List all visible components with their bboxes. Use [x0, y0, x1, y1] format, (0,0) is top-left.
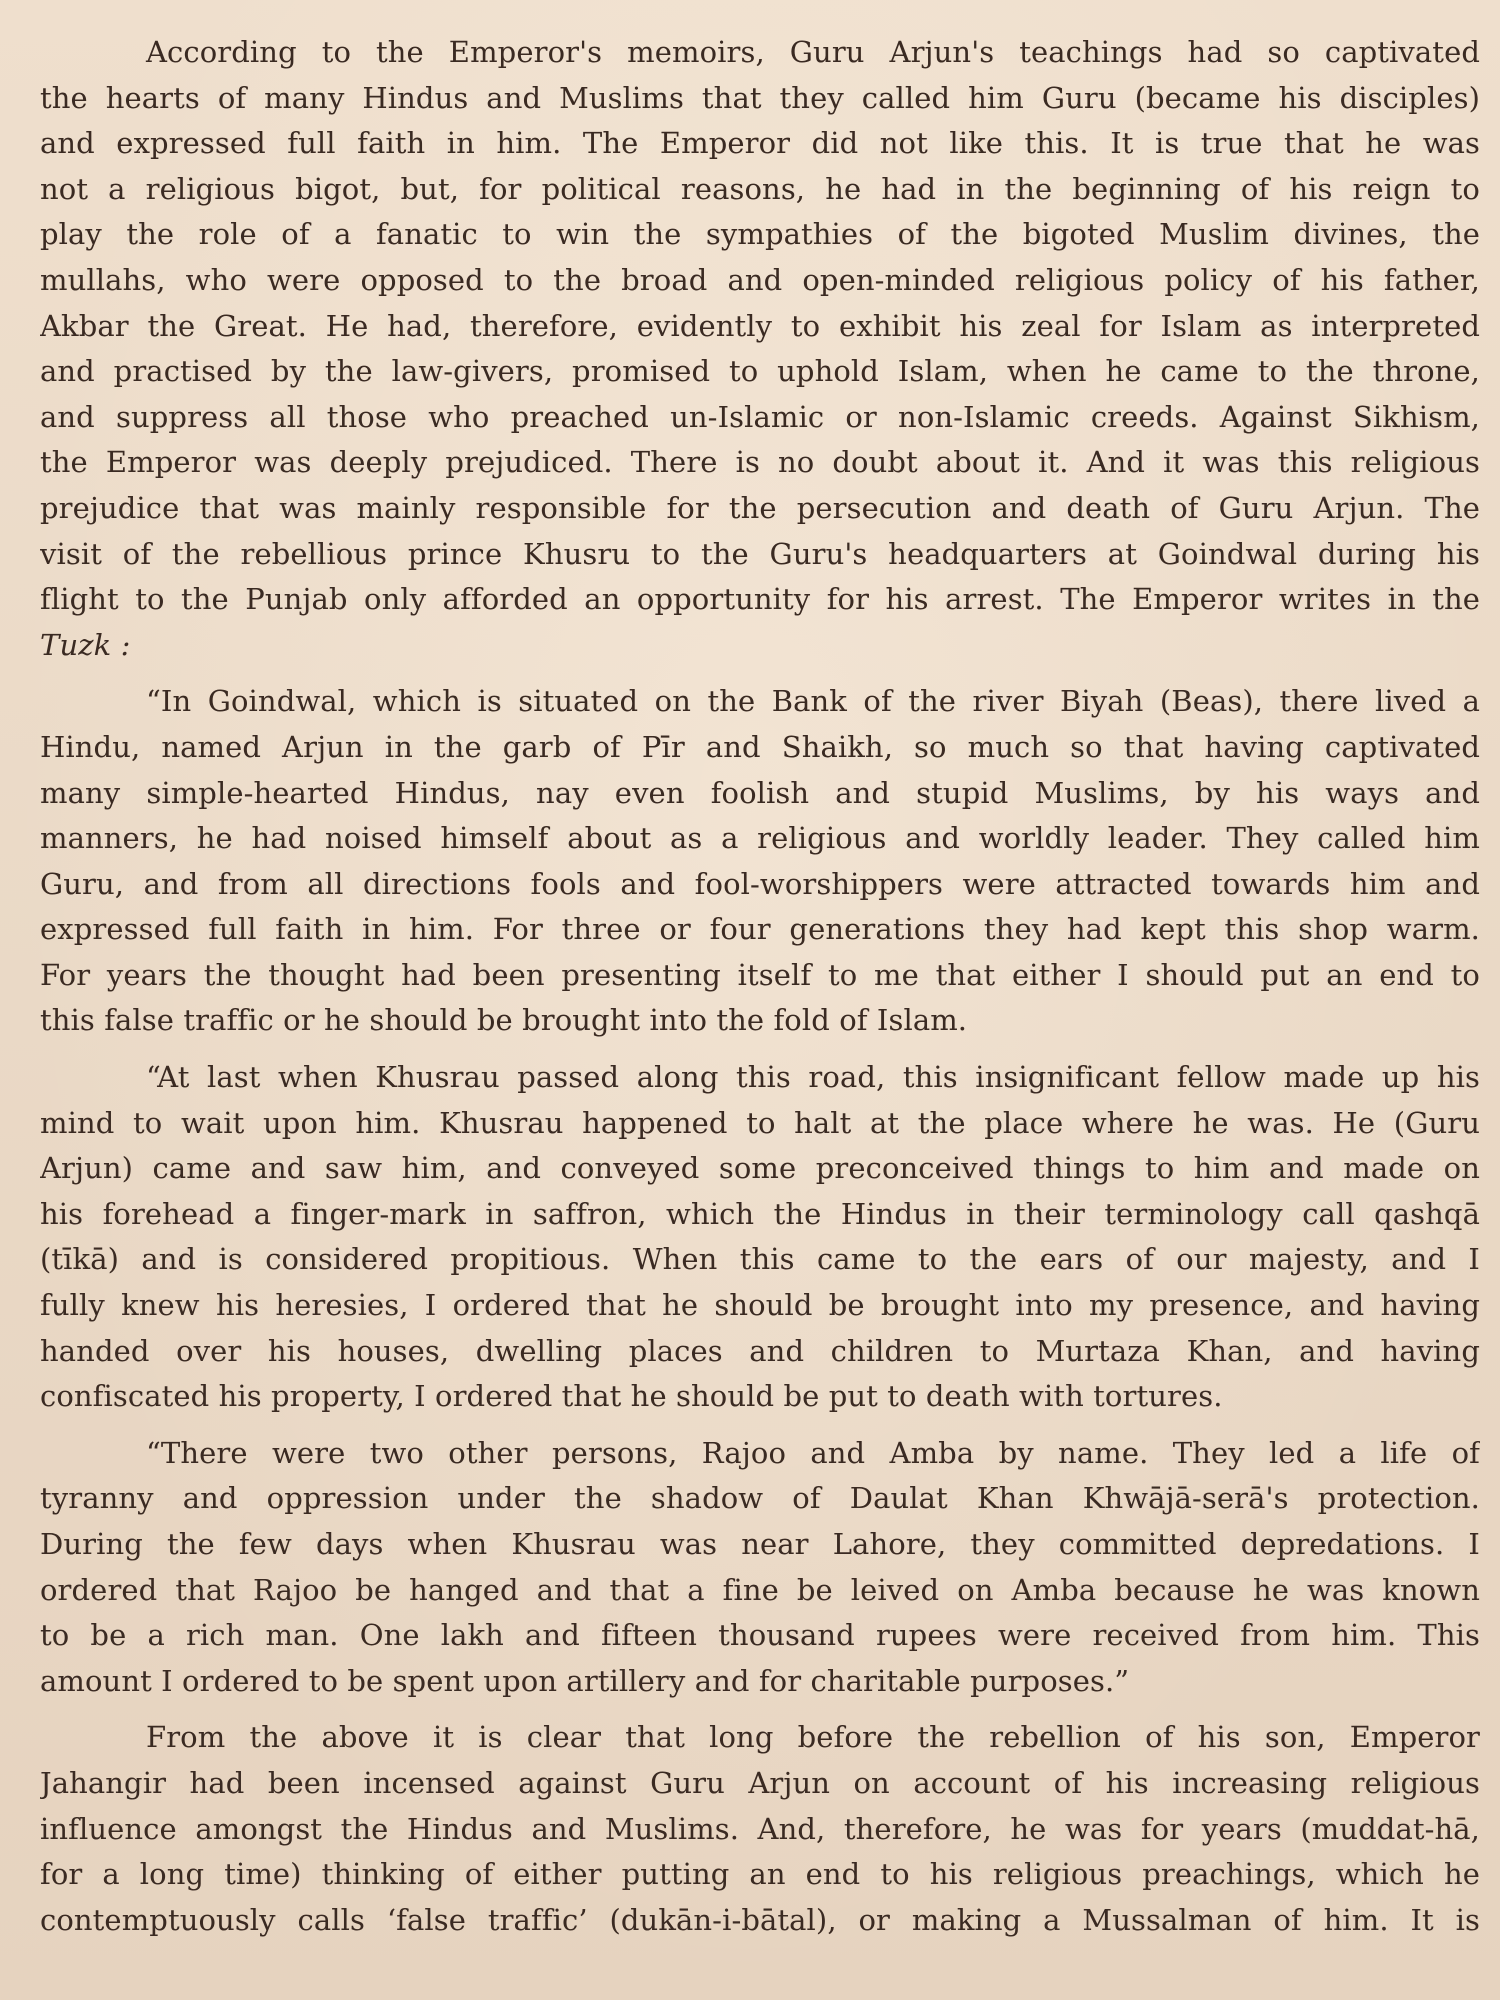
text-line: confiscated his property, I ordered that he should be put to death with tortures. — [40, 1379, 1223, 1414]
text-line: this false traffic or he should be brought into the fold of Islam. — [40, 1003, 968, 1038]
text-line: influence amongst the Hindus and Muslims. And, therefore, he was for years (muddat-hā, — [40, 1811, 1480, 1846]
text-line: Jahangir had been incensed against Guru Arjun on account of his increasing religious — [40, 1765, 1480, 1800]
paragraph-1 — [40, 30, 1480, 668]
text-line: to be a rich man. One lakh and fifteen thousand rupees were received from him. This — [40, 1618, 1480, 1653]
text-line: Hindu, named Arjun in the garb of Pīr and Shaikh, so much so that having captivated — [40, 729, 1480, 764]
text-line: the Emperor was deeply prejudiced. There is no doubt about it. And it was this religious — [40, 445, 1480, 480]
text-line: From the above it is clear that long before the rebellion of his son, Emperor — [146, 1720, 1480, 1755]
text-line: prejudice that was mainly responsible for the persecution and death of Guru Arjun. The — [40, 490, 1480, 525]
text-line: the hearts of many Hindus and Muslims that they called him Guru (became his disciples) — [40, 80, 1480, 115]
text-line: amount I ordered to be spent upon artillery and for charitable purposes.” — [40, 1663, 1130, 1698]
text-line: manners, he had noised himself about as a religious and worldly leader. They called him — [40, 821, 1480, 856]
text-line: For years the thought had been presenting itself to me that either I should put an end to — [40, 957, 1480, 992]
text-line: many simple-hearted Hindus, nay even foolish and stupid Muslims, by his ways and — [40, 775, 1480, 810]
paragraph-4 — [40, 1431, 1480, 1705]
text-line: his forehead a finger-mark in saffron, which the Hindus in their terminology call qashqā — [40, 1196, 1480, 1231]
text-line: contemptuously calls ‘false traffic’ (dukān-i-bātal), or making a Mussalman of him. It is — [40, 1902, 1480, 1937]
text-line: and suppress all those who preached un-Islamic or non-Islamic creeds. Against Sikhism, — [40, 399, 1480, 434]
text-line: Arjun) came and saw him, and conveyed some preconceived things to him and made on — [40, 1151, 1480, 1186]
text-line: “In Goindwal, which is situated on the Bank of the river Biyah (Beas), there lived a — [146, 684, 1480, 719]
text-line: Guru, and from all directions fools and fool-worshippers were attracted towards him and — [40, 866, 1480, 901]
text-line: mind to wait upon him. Khusrau happened to halt at the place where he was. He (Guru — [40, 1105, 1480, 1140]
text-line: mullahs, who were opposed to the broad and open-minded religious policy of his father, — [40, 262, 1480, 297]
text-line: According to the Emperor's memoirs, Guru Arjun's teachings had so captivated — [146, 35, 1480, 69]
paragraph-2 — [40, 679, 1480, 1044]
text-line: During the few days when Khusrau was near Lahore, they committed depredations. I — [40, 1527, 1480, 1561]
text-line: not a religious bigot, but, for political reasons, he had in the beginning of his reign to — [40, 171, 1480, 206]
paragraph-gap — [40, 1420, 1480, 1431]
text-line: Akbar the Great. He had, therefore, evidently to exhibit his zeal for Islam as interpreted — [40, 308, 1480, 343]
text-line: tyranny and oppression under the shadow of Daulat Khan Khwājā-serā's protection. — [40, 1481, 1480, 1516]
text-line: “At last when Khusrau passed along this road, this insignificant fellow made up his — [146, 1060, 1480, 1095]
paragraph-gap — [40, 1044, 1480, 1055]
paragraph-3 — [40, 1055, 1480, 1420]
paragraph-5 — [40, 1715, 1480, 1943]
paragraph-gap — [40, 1704, 1480, 1715]
text-line: ordered that Rajoo be hanged and that a fine be leived on Amba because he was known — [40, 1572, 1480, 1607]
text-line: (tīkā) and is considered propitious. When this came to the ears of our majesty, and I — [40, 1242, 1480, 1277]
text-line: visit of the rebellious prince Khusru to the Guru's headquarters at Goindwal during his — [40, 536, 1480, 571]
text-line: for a long time) thinking of either putting an end to his religious preachings, which he — [40, 1857, 1480, 1892]
text-line: and expressed full faith in him. The Emperor did not like this. It is true that he was — [40, 126, 1480, 161]
text-line: handed over his houses, dwelling places and children to Murtaza Khan, and having — [40, 1333, 1480, 1368]
paragraph-gap — [40, 668, 1480, 679]
text-line: flight to the Punjab only afforded an opportunity for his arrest. The Emperor writes in the — [40, 582, 1480, 617]
text-line: play the role of a fanatic to win the sympathies of the bigoted Muslim divines, the — [40, 217, 1480, 252]
text-line: expressed full faith in him. For three or four generations they had kept this shop warm. — [40, 912, 1480, 947]
text-line: and practised by the law-givers, promised to uphold Islam, when he came to the throne, — [40, 354, 1480, 389]
text-line: “There were two other persons, Rajoo and Amba by name. They led a life of — [146, 1435, 1480, 1470]
text-line: Tuzk : — [40, 627, 131, 662]
text-line: fully knew his heresies, I ordered that he should be brought into my presence, and having — [40, 1288, 1480, 1323]
